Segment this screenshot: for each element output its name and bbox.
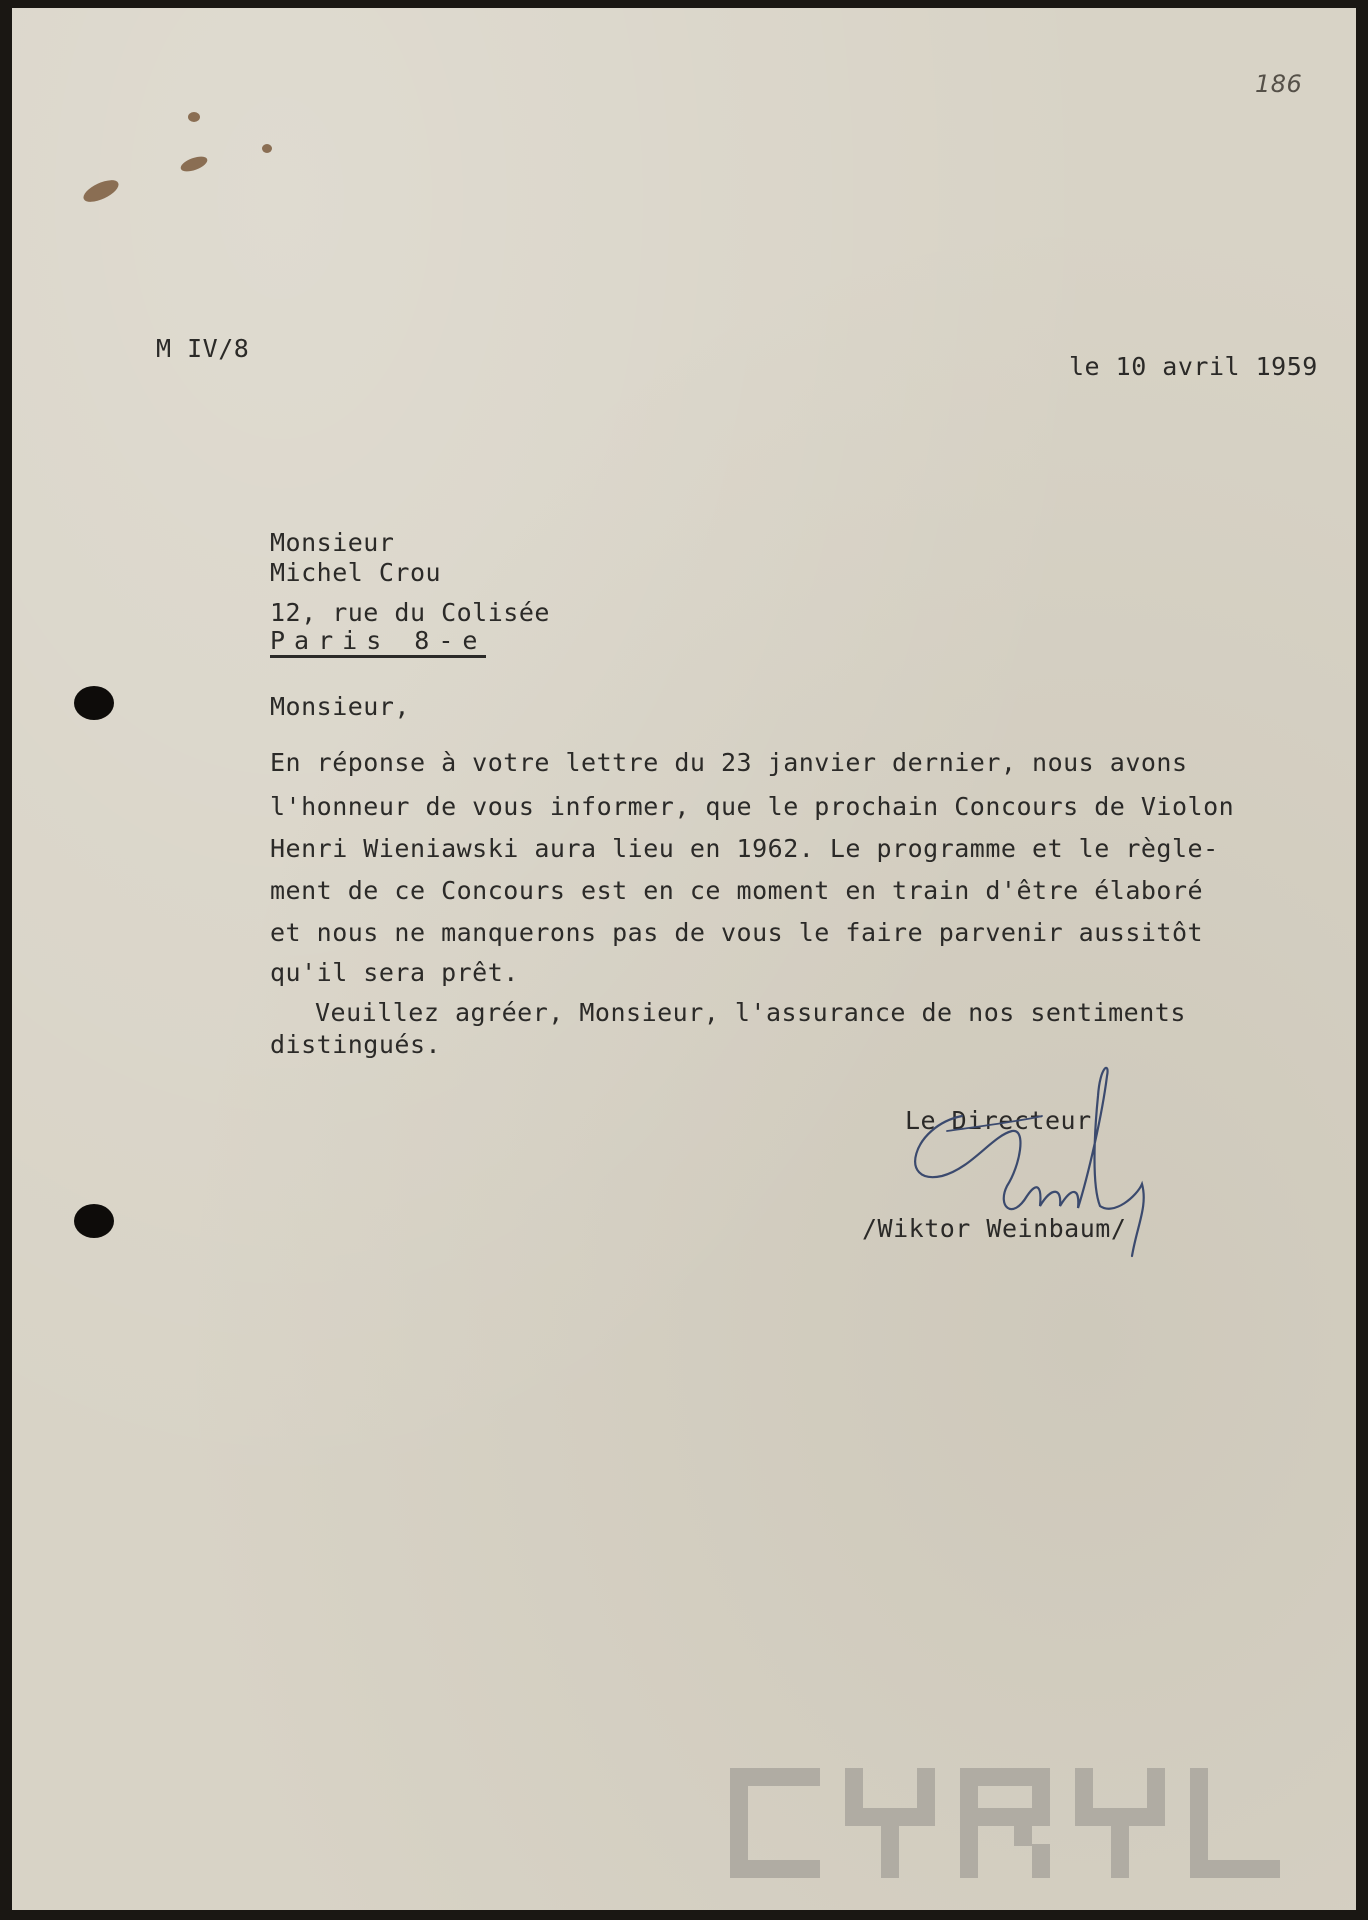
recipient-title: Monsieur	[270, 528, 395, 557]
stain-mark	[80, 176, 121, 207]
stain-mark	[188, 112, 200, 122]
signatory-title: Le Directeur	[905, 1106, 1092, 1135]
body-line: Henri Wieniawski aura lieu en 1962. Le programme et le règle-	[270, 834, 1219, 863]
punch-hole-top	[74, 686, 114, 720]
page-number: 186	[1255, 70, 1303, 98]
closing-line: distingués.	[270, 1030, 442, 1059]
punch-hole-bottom	[74, 1204, 114, 1238]
recipient-name: Michel Crou	[270, 558, 442, 587]
recipient-city: Paris 8-e	[270, 628, 486, 658]
signatory-name: /Wiktor Weinbaum/	[862, 1214, 1127, 1243]
reference-code: M IV/8	[156, 334, 250, 363]
recipient-street: 12, rue du Colisée	[270, 598, 550, 627]
archive-watermark-logo	[730, 1768, 1330, 1878]
letter-page	[12, 8, 1356, 1910]
letter-date: le 10 avril 1959	[1069, 352, 1318, 381]
body-line: l'honneur de vous informer, que le prochain Concours de Violon	[270, 792, 1235, 821]
handwritten-signature	[902, 1056, 1172, 1276]
body-line: En réponse à votre lettre du 23 janvier dernier, nous avons	[270, 748, 1188, 777]
body-line: qu'il sera prêt.	[270, 958, 519, 987]
greeting: Monsieur,	[270, 692, 410, 721]
body-line: et nous ne manquerons pas de vous le faire parvenir aussitôt	[270, 918, 1204, 947]
stain-mark	[262, 144, 272, 153]
body-line: ment de ce Concours est en ce moment en train d'être élaboré	[270, 876, 1204, 905]
stain-mark	[179, 154, 209, 175]
closing-line: Veuillez agréer, Monsieur, l'assurance de nos sentiments	[315, 998, 1186, 1027]
